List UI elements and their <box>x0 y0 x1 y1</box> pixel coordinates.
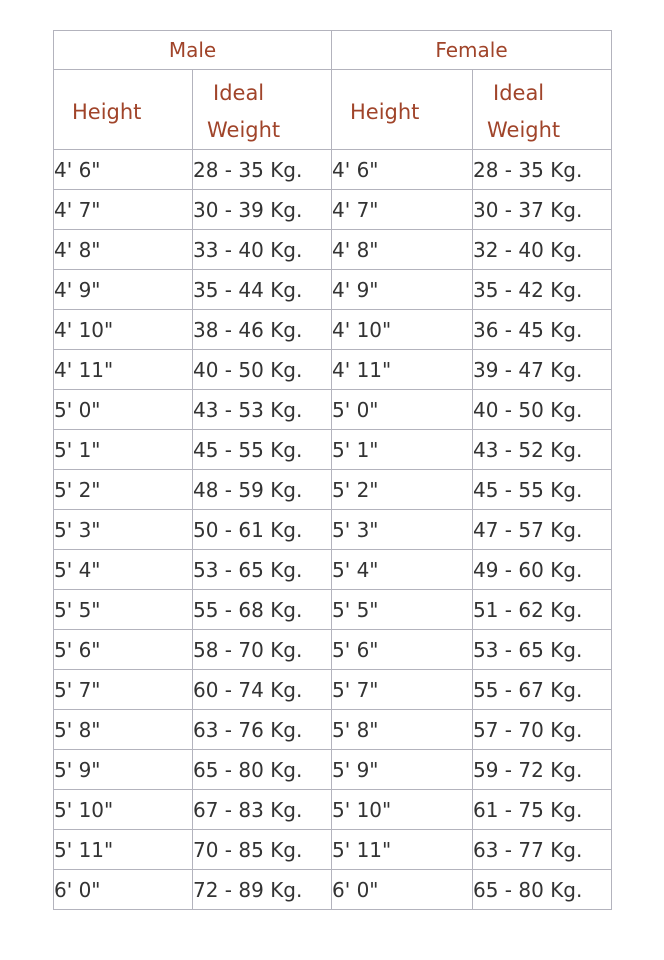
female-height-cell: 5' 7" <box>332 670 473 710</box>
female-height-header <box>332 70 473 150</box>
table-row <box>54 310 612 350</box>
female-height-cell: 5' 2" <box>332 470 473 510</box>
male-weight-cell: 38 - 46 Kg. <box>193 310 332 350</box>
female-weight-cell: 55 - 67 Kg. <box>473 670 612 710</box>
male-height-cell: 5' 1" <box>54 430 193 470</box>
female-height-cell: 5' 8" <box>332 710 473 750</box>
female-height-cell: 5' 6" <box>332 630 473 670</box>
female-weight-cell: 32 - 40 Kg. <box>473 230 612 270</box>
male-height-cell: 4' 8" <box>54 230 193 270</box>
female-weight-cell: 47 - 57 Kg. <box>473 510 612 550</box>
female-weight-cell: 35 - 42 Kg. <box>473 270 612 310</box>
male-weight-cell: 53 - 65 Kg. <box>193 550 332 590</box>
table-row <box>54 190 612 230</box>
female-ideal-weight-header-line1: Ideal <box>493 81 545 105</box>
female-weight-cell: 28 - 35 Kg. <box>473 150 612 190</box>
table-header <box>54 31 612 150</box>
female-ideal-weight-header <box>473 70 612 150</box>
female-weight-cell: 45 - 55 Kg. <box>473 470 612 510</box>
table-row <box>54 390 612 430</box>
male-weight-cell: 40 - 50 Kg. <box>193 350 332 390</box>
table-row <box>54 510 612 550</box>
female-weight-cell: 59 - 72 Kg. <box>473 750 612 790</box>
female-weight-cell: 40 - 50 Kg. <box>473 390 612 430</box>
female-ideal-weight-header-line2: Weight <box>487 118 561 142</box>
table-row <box>54 830 612 870</box>
female-weight-cell: 51 - 62 Kg. <box>473 590 612 630</box>
female-weight-cell: 57 - 70 Kg. <box>473 710 612 750</box>
table-row <box>54 470 612 510</box>
table-row <box>54 350 612 390</box>
ideal-weight-table <box>53 30 612 910</box>
male-weight-cell: 28 - 35 Kg. <box>193 150 332 190</box>
male-height-cell: 4' 9" <box>54 270 193 310</box>
female-weight-cell: 65 - 80 Kg. <box>473 870 612 910</box>
male-ideal-weight-header <box>193 70 332 150</box>
female-height-cell: 5' 1" <box>332 430 473 470</box>
female-weight-cell: 63 - 77 Kg. <box>473 830 612 870</box>
female-weight-cell: 36 - 45 Kg. <box>473 310 612 350</box>
female-height-cell: 5' 4" <box>332 550 473 590</box>
male-weight-cell: 50 - 61 Kg. <box>193 510 332 550</box>
male-weight-cell: 67 - 83 Kg. <box>193 790 332 830</box>
female-height-cell: 4' 7" <box>332 190 473 230</box>
female-height-cell: 4' 6" <box>332 150 473 190</box>
male-group-header: Male <box>54 31 332 70</box>
male-weight-cell: 43 - 53 Kg. <box>193 390 332 430</box>
male-height-cell: 5' 2" <box>54 470 193 510</box>
male-height-cell: 5' 5" <box>54 590 193 630</box>
table-row <box>54 550 612 590</box>
female-group-header: Female <box>332 31 612 70</box>
table-row <box>54 590 612 630</box>
male-weight-cell: 58 - 70 Kg. <box>193 630 332 670</box>
female-height-cell: 5' 5" <box>332 590 473 630</box>
male-ideal-weight-header-line2: Weight <box>207 118 281 142</box>
male-height-cell: 5' 4" <box>54 550 193 590</box>
table-row <box>54 270 612 310</box>
table-body <box>54 150 612 910</box>
female-height-header-label: Height <box>350 99 420 124</box>
male-height-cell: 5' 3" <box>54 510 193 550</box>
male-height-cell: 5' 0" <box>54 390 193 430</box>
female-weight-cell: 49 - 60 Kg. <box>473 550 612 590</box>
female-height-cell: 5' 0" <box>332 390 473 430</box>
male-weight-cell: 35 - 44 Kg. <box>193 270 332 310</box>
male-height-cell: 4' 6" <box>54 150 193 190</box>
female-height-cell: 5' 11" <box>332 830 473 870</box>
male-height-cell: 4' 11" <box>54 350 193 390</box>
female-height-cell: 5' 10" <box>332 790 473 830</box>
column-header-row <box>54 70 612 150</box>
female-weight-cell: 53 - 65 Kg. <box>473 630 612 670</box>
male-weight-cell: 55 - 68 Kg. <box>193 590 332 630</box>
male-height-cell: 6' 0" <box>54 870 193 910</box>
male-weight-cell: 48 - 59 Kg. <box>193 470 332 510</box>
table-row <box>54 710 612 750</box>
female-height-cell: 4' 8" <box>332 230 473 270</box>
table-row <box>54 430 612 470</box>
table-row <box>54 790 612 830</box>
male-height-header <box>54 70 193 150</box>
female-weight-cell: 43 - 52 Kg. <box>473 430 612 470</box>
male-weight-cell: 33 - 40 Kg. <box>193 230 332 270</box>
female-weight-cell: 39 - 47 Kg. <box>473 350 612 390</box>
female-height-cell: 5' 3" <box>332 510 473 550</box>
male-height-cell: 4' 10" <box>54 310 193 350</box>
male-height-cell: 5' 7" <box>54 670 193 710</box>
male-weight-cell: 45 - 55 Kg. <box>193 430 332 470</box>
female-height-cell: 6' 0" <box>332 870 473 910</box>
male-weight-cell: 65 - 80 Kg. <box>193 750 332 790</box>
male-height-cell: 5' 9" <box>54 750 193 790</box>
female-height-cell: 4' 9" <box>332 270 473 310</box>
male-weight-cell: 30 - 39 Kg. <box>193 190 332 230</box>
female-height-cell: 5' 9" <box>332 750 473 790</box>
male-height-cell: 5' 6" <box>54 630 193 670</box>
male-height-cell: 5' 10" <box>54 790 193 830</box>
male-weight-cell: 70 - 85 Kg. <box>193 830 332 870</box>
female-weight-cell: 61 - 75 Kg. <box>473 790 612 830</box>
table-row <box>54 150 612 190</box>
male-weight-cell: 72 - 89 Kg. <box>193 870 332 910</box>
male-height-cell: 4' 7" <box>54 190 193 230</box>
male-height-cell: 5' 11" <box>54 830 193 870</box>
group-header-row <box>54 31 612 70</box>
table-row <box>54 230 612 270</box>
table-row <box>54 750 612 790</box>
male-height-cell: 5' 8" <box>54 710 193 750</box>
male-weight-cell: 60 - 74 Kg. <box>193 670 332 710</box>
male-weight-cell: 63 - 76 Kg. <box>193 710 332 750</box>
table-row <box>54 630 612 670</box>
male-ideal-weight-header-line1: Ideal <box>213 81 265 105</box>
female-height-cell: 4' 10" <box>332 310 473 350</box>
female-weight-cell: 30 - 37 Kg. <box>473 190 612 230</box>
female-height-cell: 4' 11" <box>332 350 473 390</box>
table-row <box>54 870 612 910</box>
male-height-header-label: Height <box>72 99 142 124</box>
table-row <box>54 670 612 710</box>
